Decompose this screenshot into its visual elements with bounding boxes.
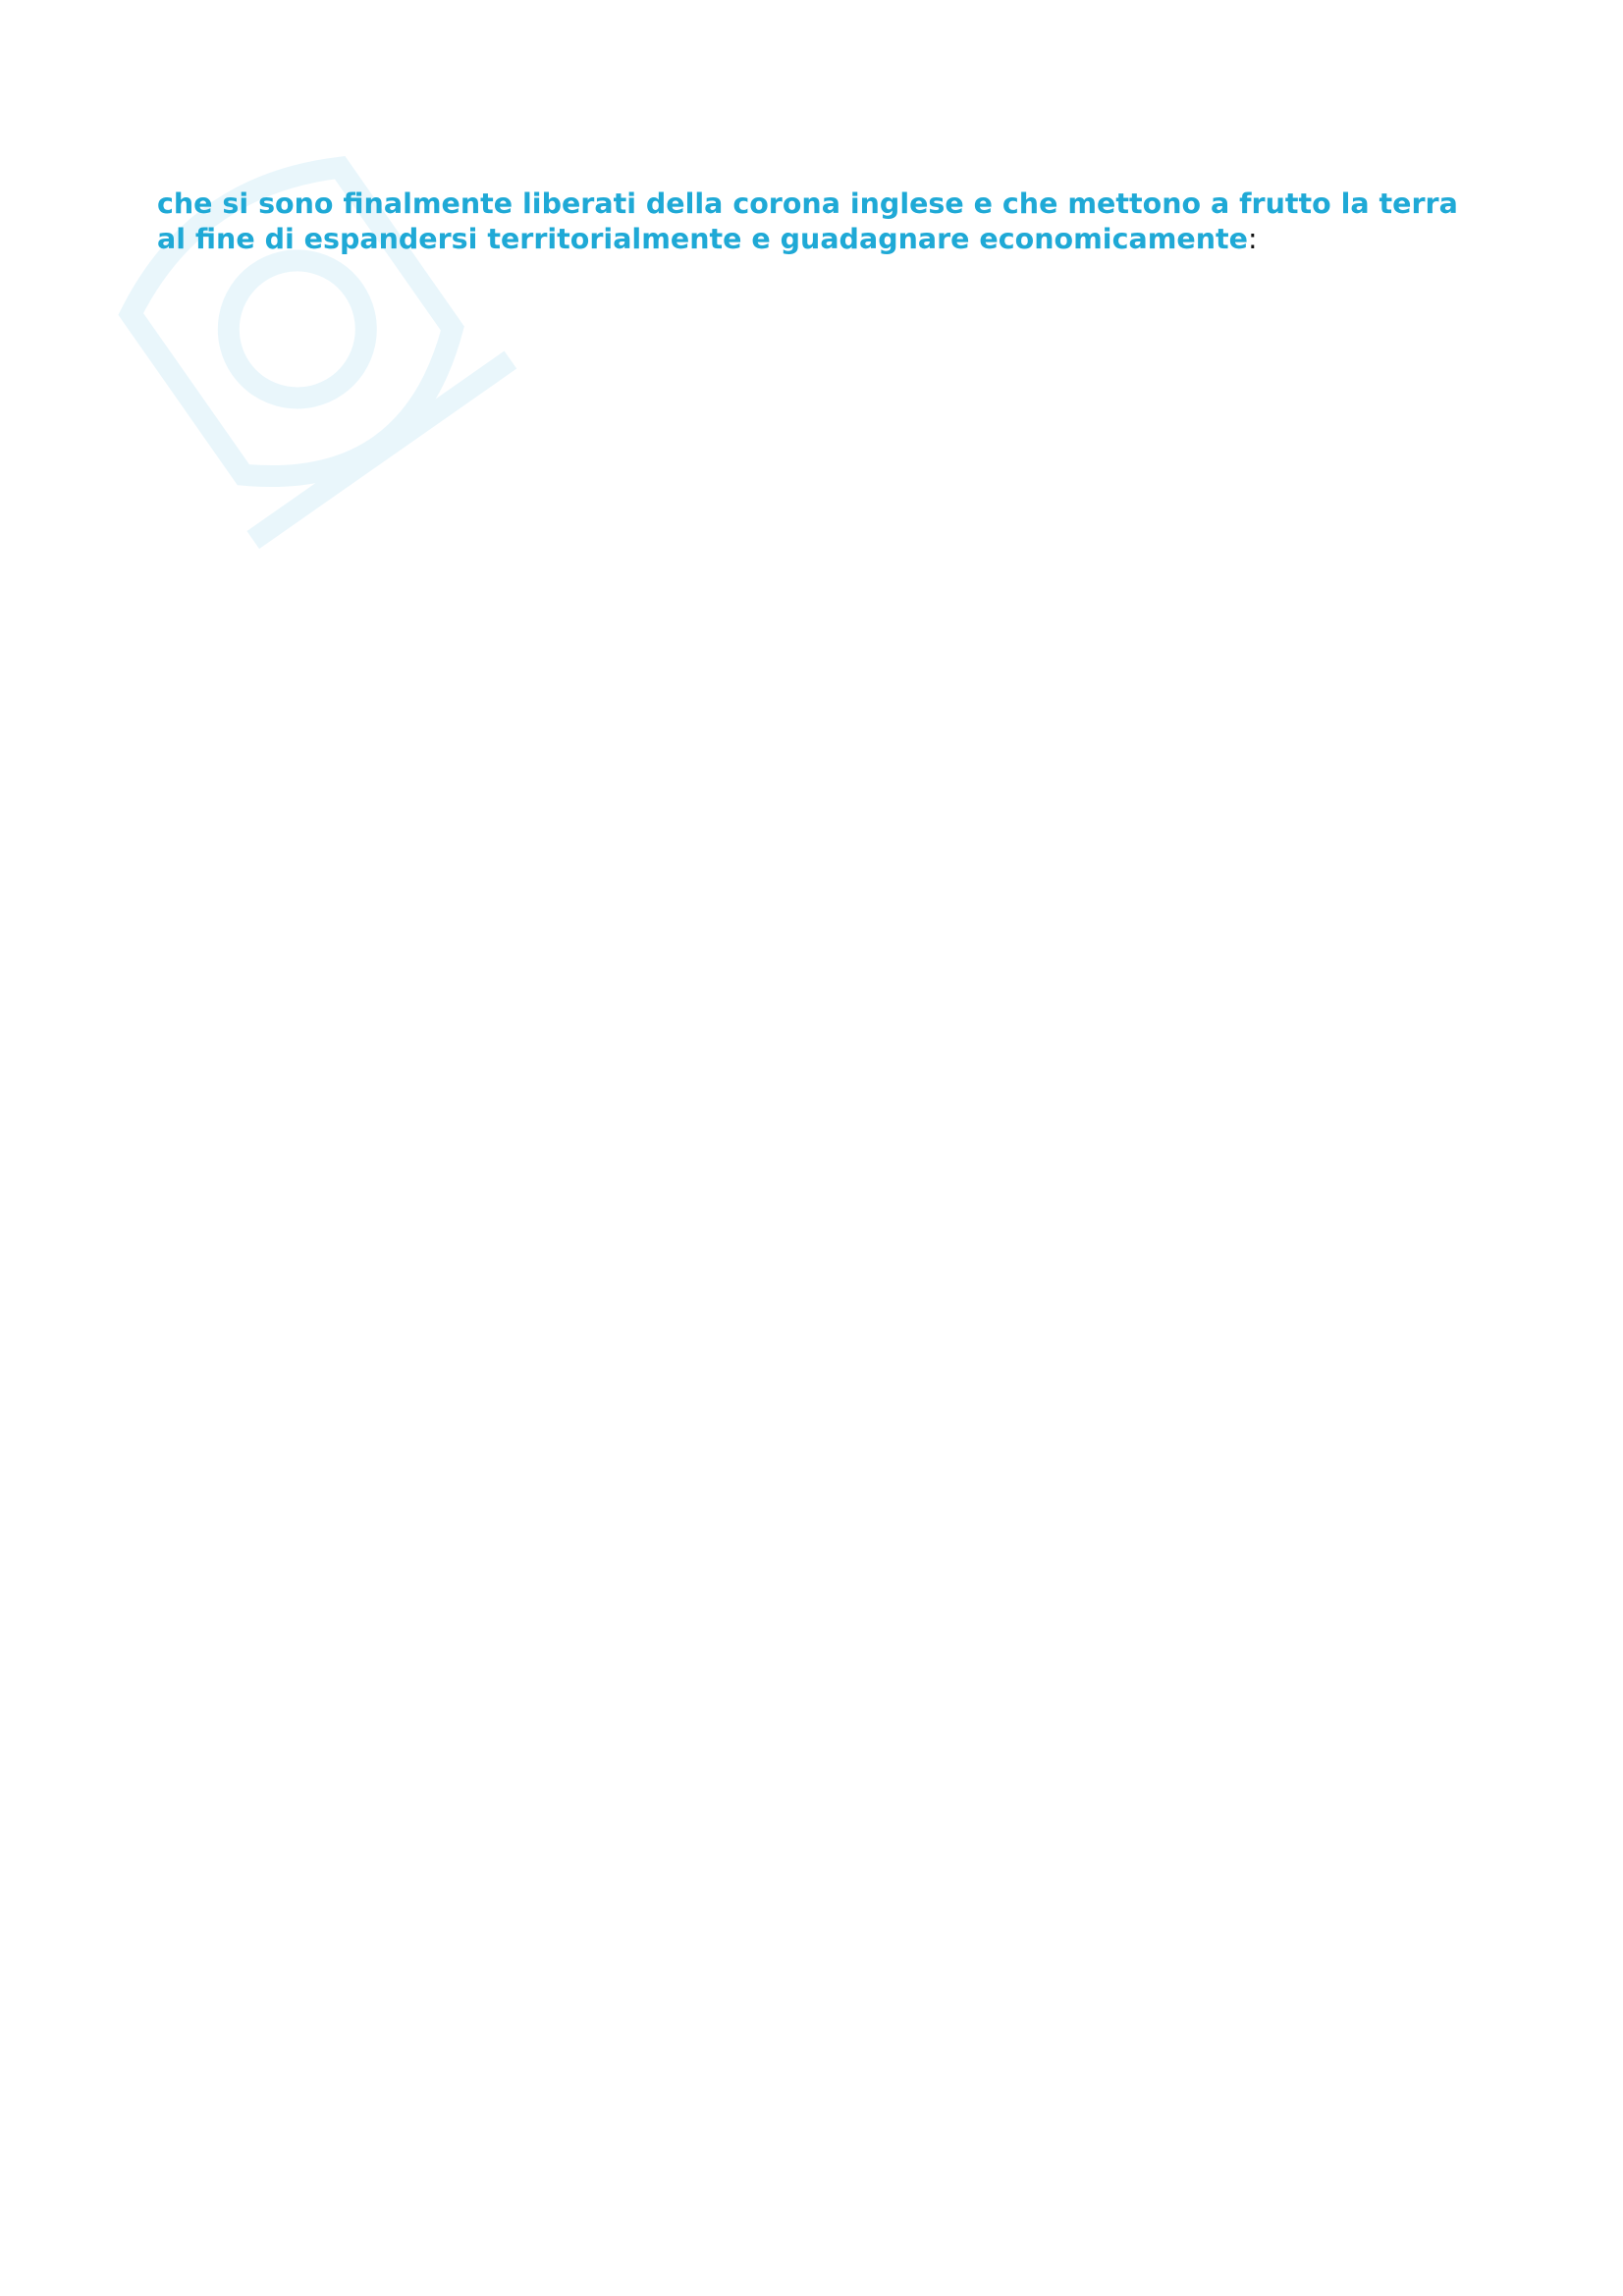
opening-tail: :	[1247, 223, 1258, 255]
opening-paragraph	[157, 187, 1473, 257]
watermark-logo-icon	[39, 59, 589, 648]
document-body	[157, 187, 1473, 257]
opening-bold: che si sono finalmente liberati della corona inglese e che mettono a frutto la terra al fine di espandersi territorialmente e guadagnare economicamente	[157, 187, 1458, 255]
